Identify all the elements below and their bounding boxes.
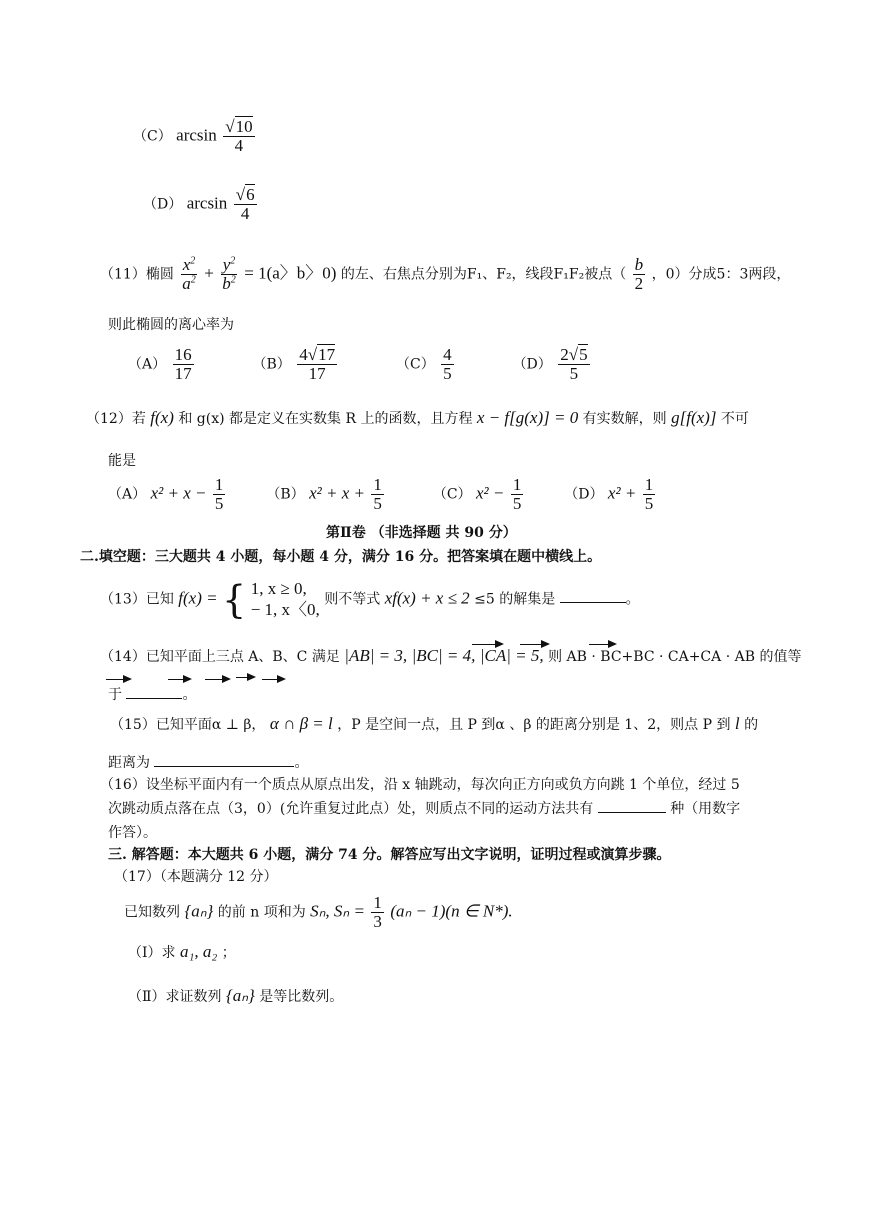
question-text: 距离为	[108, 755, 150, 771]
math-expr: |BC| = 4,	[411, 646, 476, 665]
math-expr: {aₙ}	[225, 986, 255, 1005]
q10-option-c	[133, 118, 257, 155]
question-text: 的左、右焦点分别为F₁、F₂，线段F₁F₂被点（	[340, 266, 627, 283]
question-text: 的前 n 项和为	[217, 904, 306, 921]
fraction: $\frac{16}{17}$	[174, 345, 192, 383]
vector-arrow-icon	[262, 679, 284, 680]
section-heading: 二.填空题：三大题共 4 小题，每小题 4 分，满分 16 分。把答案填在题中横线上。	[80, 549, 602, 565]
question-header: （17）（本题满分 12 分）	[114, 869, 278, 885]
math-expr: a₁, a₂	[179, 942, 218, 961]
q17-part2	[128, 986, 343, 1006]
piecewise-case: 1, x ≥ 0,	[250, 579, 307, 598]
q14-line2: 于 。	[108, 687, 197, 703]
arcsin-func: arcsin	[176, 125, 217, 145]
fraction: $\frac{1}{5}$	[373, 475, 382, 513]
question-text: ≤5 的解集是	[474, 591, 556, 608]
q13-line: （13）已知 f(x) = { 1, x ≥ 0, − 1, x〈0, 则不等式 xf(x) + x ≤ 2 ≤5 的解集是 。	[100, 577, 640, 622]
question-number: （13）已知	[100, 591, 174, 608]
math-expr: x − f[g(x)] = 0	[476, 408, 579, 427]
question-text: （15）已知平面α ⊥ β，	[110, 717, 266, 733]
math-expr: {aₙ}	[184, 901, 214, 921]
vector-arrow-icon	[205, 679, 229, 680]
math-expr: x² +	[607, 483, 637, 503]
fraction: $\frac{1}{3}$	[373, 893, 382, 931]
fraction: $\frac{y^2}{b^2}$	[222, 255, 236, 293]
option-label: （C）	[133, 128, 172, 145]
question-text: （14）已知平面上三点 A、B、C 满足	[100, 649, 340, 665]
option-label: （D）	[512, 356, 552, 373]
question-text: 的	[744, 717, 759, 733]
fraction: $\frac{2√5}{5}$	[560, 345, 588, 383]
q15-line2: 距离为 。	[108, 755, 309, 771]
question-text: 有实数解，则	[582, 411, 667, 427]
piecewise-case: − 1, x〈0,	[250, 600, 320, 620]
question-text: ，0）分成5：3两段，	[651, 266, 791, 283]
section-title: 第Ⅱ卷 （非选择题 共 90 分）	[326, 525, 517, 541]
vector-arrow-icon	[589, 644, 615, 645]
q12-options	[108, 476, 657, 513]
answer-blank[interactable]	[154, 766, 294, 767]
q11-options	[128, 346, 592, 383]
answer-blank[interactable]	[598, 812, 666, 813]
question-text: 作答）。	[108, 825, 157, 841]
math-expr: g[f(x)]	[671, 408, 717, 427]
math-expr: x² + x +	[309, 483, 365, 503]
q10-option-d	[143, 186, 259, 223]
denominator: 4	[234, 135, 244, 155]
vector-arrow-icon	[168, 679, 190, 680]
vector-arrow-icon	[236, 677, 254, 678]
denominator: 4	[240, 203, 250, 223]
math-expr: x² −	[476, 483, 505, 503]
math-expr: f(x) =	[178, 588, 218, 608]
math-expr: α ∩ β = l	[269, 714, 333, 733]
fraction: $\frac{1}{5}$	[644, 475, 654, 513]
q17-statement	[124, 894, 513, 931]
question-text: 种（用数字	[670, 801, 741, 817]
question-number: （11）椭圆	[100, 266, 174, 283]
question-text: 次跳动质点落在点（3，0）(允许重复过此点）处，则质点不同的运动方法共有	[108, 801, 594, 817]
q15-line1	[110, 714, 758, 734]
option-label: （C）	[432, 486, 472, 503]
fraction: $\frac{b}{2}$	[634, 255, 644, 293]
question-text: 则不等式	[324, 591, 381, 608]
sqrt-radicand: 6	[246, 185, 255, 204]
q16-line2	[108, 798, 740, 818]
question-number: （12）若	[86, 411, 146, 427]
question-text: （Ⅱ）求证数列	[128, 989, 222, 1005]
q17-part1: （Ⅰ）求 a₁, a₂ ；	[128, 942, 236, 961]
option-label: （C）	[395, 356, 435, 373]
q11-line1: （11）椭圆 $\frac{x^2}{a^2}$ + $\frac{y^2}{b^2}$ = 1(a〉b〉0) 的左、右焦点分别为F₁、F₂，线段F₁F₂被点（ $\frac{b}{2}$ ，0）分成5：3两段，	[100, 255, 791, 293]
math-expr: xf(x) + x ≤ 2	[384, 588, 470, 608]
fraction: $\frac{√6}{4}$	[235, 185, 255, 223]
question-text: 于	[108, 687, 122, 703]
arcsin-func: arcsin	[186, 193, 228, 213]
math-expr: |CA| = 5,	[479, 646, 544, 665]
vector-arrow-icon	[472, 644, 502, 645]
answer-blank[interactable]	[126, 698, 182, 699]
question-text: 能是	[108, 453, 136, 469]
question-text: 不可	[720, 411, 749, 427]
question-text: 是等比数列。	[259, 989, 344, 1005]
question-text: （16）设坐标平面内有一个质点从原点出发，沿 x 轴跳动，每次向正方向或负方向跳 1 个单位，经过 5	[100, 777, 740, 793]
question-text: 和 g(x) 都是定义在实数集 R 上的函数，且方程	[178, 411, 473, 427]
math-expr: l	[734, 714, 740, 733]
math-expr: Sₙ, Sₙ =	[310, 901, 365, 921]
option-label: （A）	[128, 356, 167, 373]
q12-line1	[86, 408, 749, 428]
fraction: $\frac{4√17}{17}$	[299, 345, 336, 383]
q14-line1	[100, 646, 801, 666]
fraction: $\frac{√10}{4}$	[225, 117, 253, 155]
math-expr: f(x)	[150, 408, 174, 427]
ellipse-condition: = 1(a〉b〉0)	[244, 263, 337, 283]
fraction: $\frac{x^2}{a^2}$	[182, 255, 196, 293]
math-expr: (aₙ − 1)(n ∈ N*).	[390, 901, 513, 921]
fraction: $\frac{4}{5}$	[443, 345, 452, 383]
option-label: （B）	[266, 486, 305, 503]
option-label: （D）	[143, 196, 183, 213]
question-text: 则 AB · BC+BC · CA+CA · AB 的值等	[548, 649, 802, 665]
math-expr: |AB| = 3,	[344, 646, 408, 665]
question-text: （Ⅰ）求	[128, 945, 176, 961]
fraction: $\frac{1}{5}$	[214, 475, 224, 513]
answer-blank[interactable]	[560, 602, 626, 603]
math-expr: x² + x −	[150, 483, 207, 503]
option-label: （B）	[252, 356, 291, 373]
question-text: 已知数列	[124, 904, 180, 921]
question-text: ，P 是空间一点，且 P 到α 、β 的距离分别是 1、2，则点 P 到	[337, 717, 731, 733]
section-heading: 三. 解答题：本大题共 6 小题，满分 74 分。解答应写出文字说明，证明过程或演算步骤。	[108, 847, 671, 863]
question-text: 则此椭圆的离心率为	[108, 317, 234, 333]
sqrt-radicand: 10	[235, 117, 253, 136]
vector-arrow-icon	[106, 679, 130, 680]
fraction: $\frac{1}{5}$	[512, 475, 522, 513]
vector-arrow-icon	[520, 644, 548, 645]
option-label: （D）	[564, 486, 604, 503]
option-label: （A）	[108, 486, 147, 503]
